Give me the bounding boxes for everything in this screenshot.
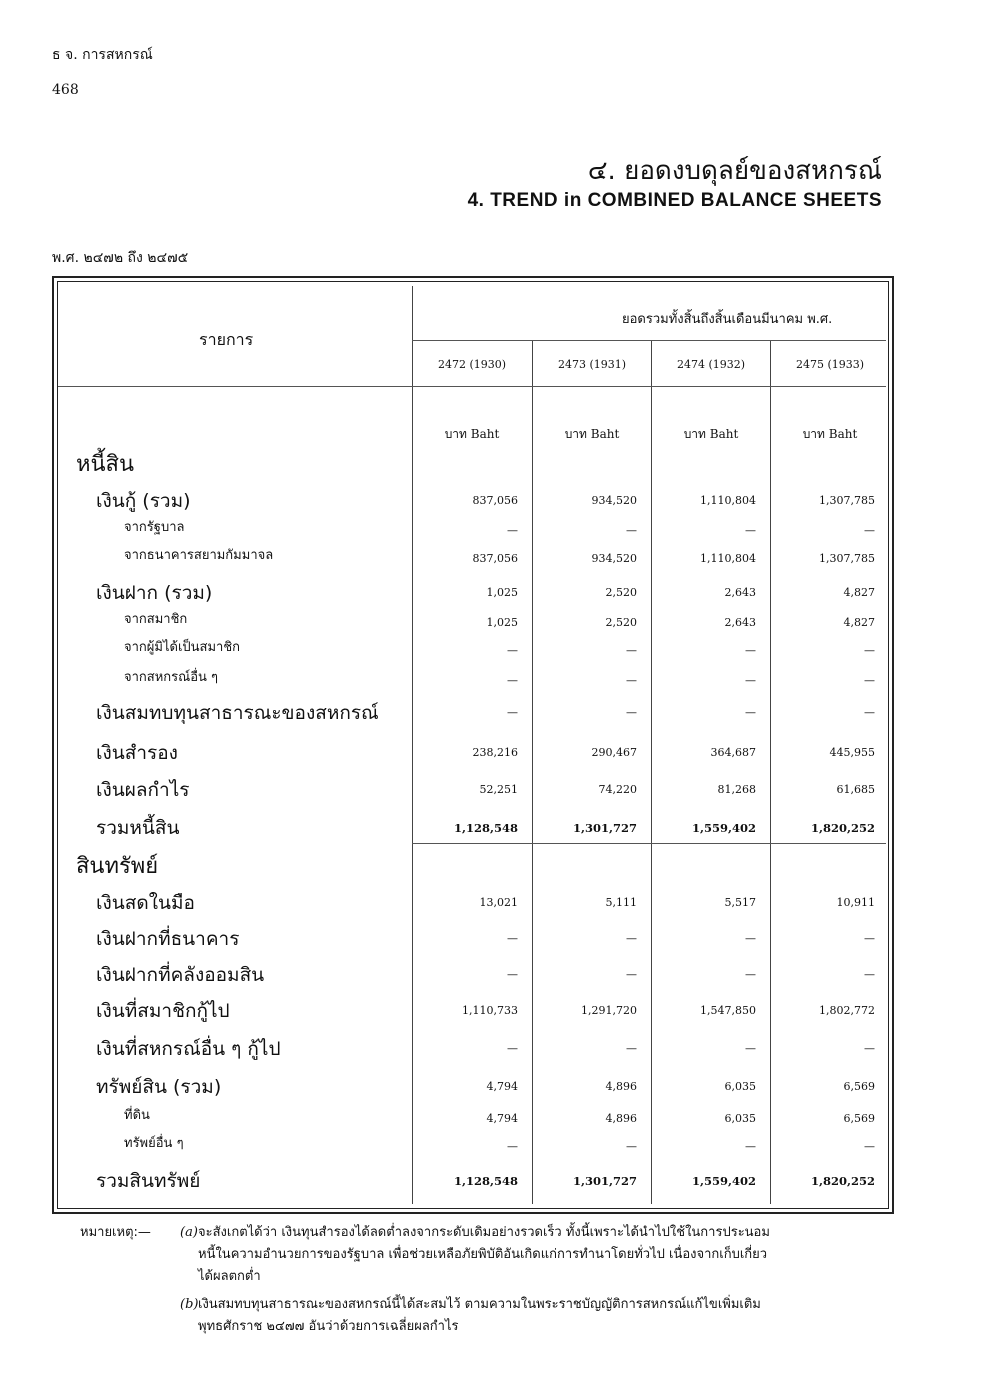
group-column-header: ยอดรวมทั้งสิ้นถึงสิ้นเดือนมีนาคม พ.ศ. [622,312,833,327]
row-label: ทรัพย์สิน (รวม) [96,1076,222,1098]
footnote-b [80,1294,900,1338]
cell-value: 1,301,727 [572,821,637,835]
cell-value: — [507,674,518,687]
cell-value: 1,128,548 [453,821,518,835]
cell-value: — [864,1042,875,1055]
footnote-line: ได้ผลตกต่ำ [198,1269,261,1284]
cell-value: — [745,968,756,981]
balance-sheet-table [52,276,894,1214]
total-liabilities-rule [412,843,886,844]
cell-value: 74,220 [598,783,637,796]
cell-value: — [864,932,875,945]
year-header: 2475 (1933) [795,358,865,371]
cell-value: 61,685 [836,783,875,796]
cell-value: 290,467 [591,746,637,759]
row-label: เงินที่สมาชิกกู้ไป [96,1000,230,1022]
cell-value: — [507,1042,518,1055]
cell-value: 4,794 [486,1080,518,1093]
row-label: เงินฝากที่ธนาคาร [96,928,240,950]
cell-value: 1,802,772 [819,1004,875,1017]
cell-value: 13,021 [479,896,518,909]
unit-label: บาท Baht [564,427,620,441]
row-label: เงินกู้ (รวม) [96,490,191,512]
row-label: จากสหกรณ์อื่น ๆ [124,670,219,685]
cell-value: 10,911 [836,896,875,909]
row-label: ทรัพย์อื่น ๆ [124,1136,184,1151]
cell-value: — [626,644,637,657]
cell-value: 2,520 [605,586,637,599]
cell-value: — [864,968,875,981]
cell-value: 81,268 [717,783,756,796]
cell-value: 4,896 [605,1112,637,1125]
cell-value: — [745,644,756,657]
cell-value: 1,128,548 [453,1174,518,1188]
footnotes [80,1222,900,1338]
period-label: พ.ศ. ๒๔๗๒ ถึง ๒๔๗๕ [52,250,189,266]
cell-value: 6,035 [724,1080,756,1093]
section-heading: หนี้สิน [76,452,135,477]
col-divider-2 [651,340,652,1204]
notes-label: หมายเหตุ:— [80,1225,151,1240]
footnote-line: หนี้ในความอำนวยการของรัฐบาล เพื่อช่วยเหลือภัยพิบัติอันเกิดแก่การทำนาโดยทั่วไป เนื่องจากเก็บเกี่ยว [198,1247,768,1262]
section-heading: สินทรัพย์ [76,854,159,879]
cell-value: 1,307,785 [819,552,875,565]
row-label: ที่ดิน [124,1108,150,1123]
cell-value: — [864,524,875,537]
cell-value: — [626,524,637,537]
footnote-a [80,1222,900,1288]
cell-value: 1,301,727 [572,1174,637,1188]
cell-value: 1,820,252 [810,821,875,835]
running-header: ธ จ. การสหกรณ์ [52,47,153,63]
cell-value: 6,569 [843,1080,875,1093]
cell-value: 2,643 [724,616,756,629]
cell-value: — [507,932,518,945]
cell-value: — [864,1140,875,1153]
row-label: เงินฝากที่คลังออมสิน [96,964,265,986]
row-label: เงินสำรอง [96,742,178,764]
cell-value: 238,216 [472,746,518,759]
cell-value: — [507,524,518,537]
row-label: จากผู้มิได้เป็นสมาชิก [124,640,241,655]
group-header-rule [412,340,886,341]
row-label: เงินผลกำไร [96,779,190,801]
row-label: รวมสินทรัพย์ [96,1170,201,1192]
cell-value: 1,110,733 [462,1004,518,1017]
cell-value: 4,896 [605,1080,637,1093]
row-label: จากสมาชิก [124,612,188,627]
cell-value: — [507,968,518,981]
row-label: เงินที่สหกรณ์อื่น ๆ กู้ไป [96,1038,281,1060]
footnote-line: เงินสมทบทุนสาธารณะของสหกรณ์นี้ได้สะสมไว้ ตามความในพระราชบัญญัติการสหกรณ์แก้ไขเพิ่มเติม [198,1297,761,1312]
cell-value: 1,110,804 [700,494,756,507]
footnote-mark: (b) [180,1297,199,1312]
cell-value: — [745,524,756,537]
page-number: 468 [52,82,79,98]
cell-value: 6,035 [724,1112,756,1125]
cell-value: — [626,706,637,719]
cell-value: — [745,1140,756,1153]
title-thai: ๔. ยอดงบดุลย์ของสหกรณ์ [587,156,882,186]
col-divider-3 [770,340,771,1204]
cell-value: 1,307,785 [819,494,875,507]
cell-value: 52,251 [479,783,518,796]
cell-value: — [626,1042,637,1055]
cell-value: 837,056 [472,552,518,565]
footnote-mark: (a) [180,1225,198,1240]
cell-value: 5,111 [605,896,637,909]
cell-value: — [745,1042,756,1055]
item-column-header: รายการ [199,330,254,349]
cell-value: 445,955 [829,746,875,759]
cell-value: — [864,674,875,687]
footnote-line: จะสังเกตได้ว่า เงินทุนสำรองได้ลดต่ำลงจากระดับเดิมอย่างรวดเร็ว ทั้งนี้เพราะได้นำไปใช้ในการประนอม [198,1225,770,1240]
cell-value: 2,643 [724,586,756,599]
footnote-line: พุทธศักราช ๒๔๗๗ อันว่าด้วยการเฉลี่ยผลกำไร [198,1319,459,1334]
cell-value: 364,687 [710,746,756,759]
cell-value: — [745,674,756,687]
row-label: เงินสมทบทุนสาธารณะของสหกรณ์ [96,702,379,724]
cell-value: 4,827 [843,586,875,599]
cell-value: 4,827 [843,616,875,629]
row-label: เงินฝาก (รวม) [96,582,213,604]
cell-value: 1,025 [486,616,518,629]
unit-label: บาท Baht [683,427,739,441]
cell-value: 2,520 [605,616,637,629]
cell-value: 934,520 [591,494,637,507]
year-header-rule [58,386,886,387]
cell-value: 1,291,720 [581,1004,637,1017]
row-label: เงินสดในมือ [96,892,195,914]
unit-label: บาท Baht [444,427,500,441]
cell-value: — [626,674,637,687]
year-header: 2472 (1930) [437,358,507,371]
col-divider-items [412,286,413,1204]
cell-value: — [507,1140,518,1153]
row-label: จากรัฐบาล [124,520,185,535]
cell-value: 837,056 [472,494,518,507]
unit-label: บาท Baht [802,427,858,441]
cell-value: 1,559,402 [691,821,756,835]
row-label: รวมหนี้สิน [96,817,180,839]
cell-value: — [864,706,875,719]
cell-value: 4,794 [486,1112,518,1125]
cell-value: 1,025 [486,586,518,599]
cell-value: — [626,932,637,945]
cell-value: — [745,706,756,719]
cell-value: 6,569 [843,1112,875,1125]
year-header: 2473 (1931) [557,358,627,371]
cell-value: — [507,644,518,657]
title-english: 4. TREND in COMBINED BALANCE SHEETS [467,190,882,211]
cell-value: — [864,644,875,657]
cell-value: — [626,1140,637,1153]
cell-value: — [507,706,518,719]
cell-value: — [745,932,756,945]
cell-value: — [626,968,637,981]
cell-value: 1,110,804 [700,552,756,565]
cell-value: 1,820,252 [810,1174,875,1188]
cell-value: 5,517 [724,896,756,909]
year-header: 2474 (1932) [676,358,746,371]
cell-value: 1,547,850 [700,1004,756,1017]
col-divider-1 [532,340,533,1204]
cell-value: 934,520 [591,552,637,565]
cell-value: 1,559,402 [691,1174,756,1188]
row-label: จากธนาคารสยามกัมมาจล [124,548,274,563]
